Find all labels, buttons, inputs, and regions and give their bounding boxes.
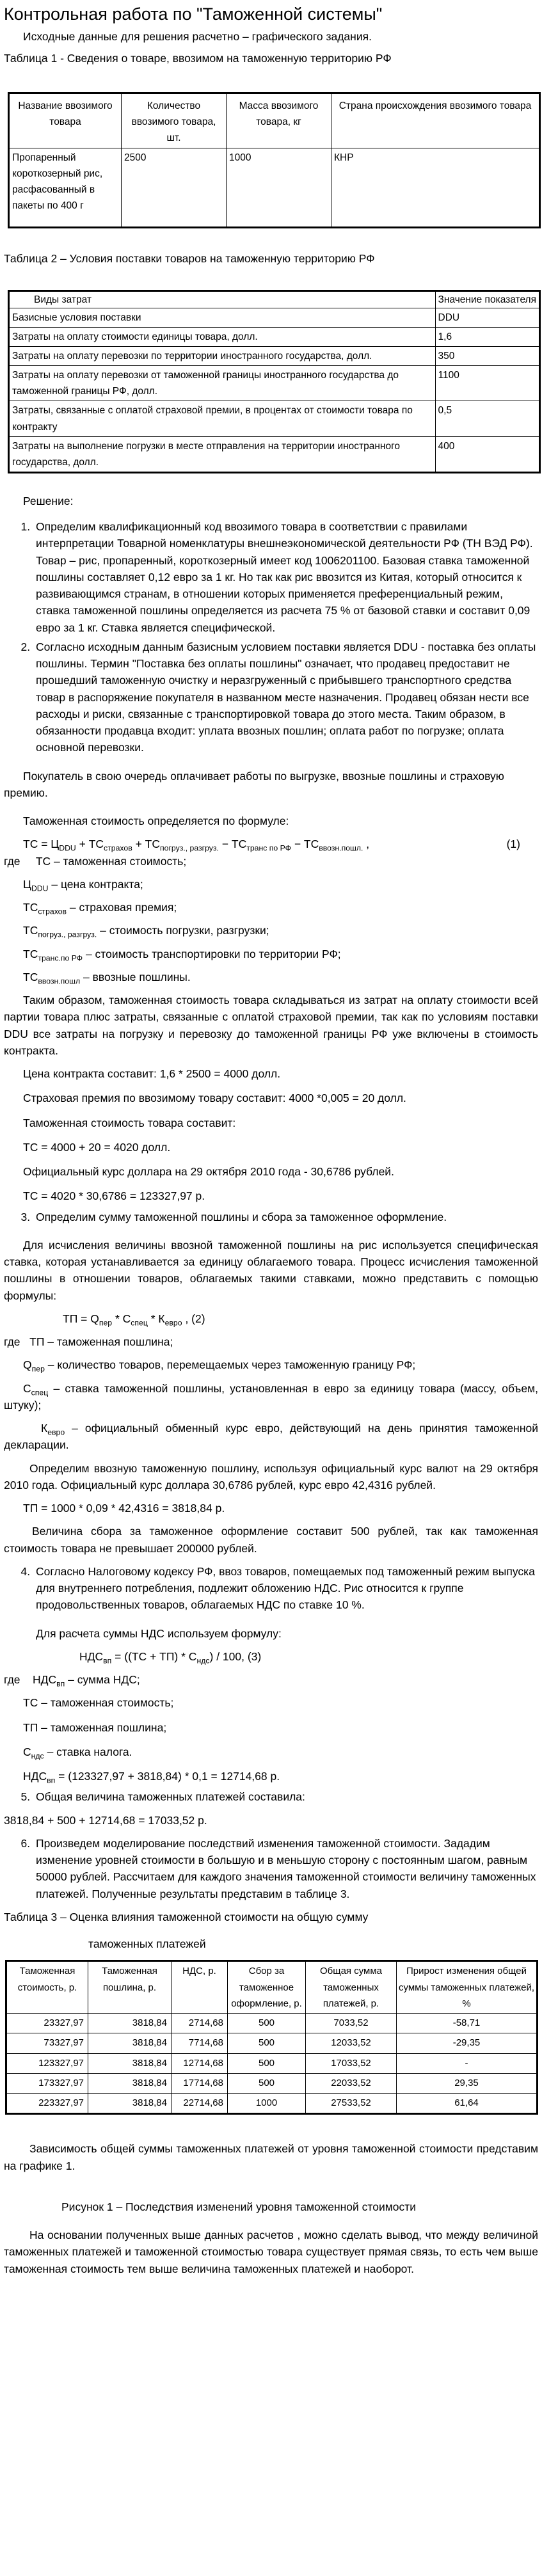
table-cell: 1000	[228, 2094, 306, 2114]
formula-number: / 100, (3)	[216, 1650, 262, 1663]
steps-list-c	[4, 1563, 538, 1614]
table-cell: Пропаренный короткозерный рис, расфасованный в пакеты по 400 г	[9, 148, 122, 227]
table-cell: 3818,84	[88, 2033, 171, 2053]
def-text: – ставка налога.	[47, 1745, 132, 1758]
table-cell: -58,71	[397, 2013, 538, 2033]
table-row	[6, 2073, 538, 2093]
table-cell: 3818,84	[88, 2073, 171, 2093]
table-cell: 500	[228, 2053, 306, 2073]
buyer-paragraph: Покупатель в свою очередь оплачивает работы по выгрузке, ввозные пошлины и страховую премию.	[4, 769, 504, 799]
vat-calc: $НДС_{вп} = (123327,97 + 3818,84) * 0,1 = 12714,68$ р.	[23, 1770, 280, 1785]
def-tc: ТС – таможенная стоимость;	[35, 854, 187, 868]
def-transport: $ТС_{транс.по РФ}$ – стоимость транспортировки по территории РФ;	[23, 947, 341, 963]
table-cell: 1,6	[435, 328, 539, 347]
customs-value-intro: Таможенная стоимость определяется по формуле:	[23, 815, 289, 828]
step-2: 2. Согласно исходным данным базисным условием поставки является DDU - поставка без оплаты пошлины. Термин "Поставка без оплаты пошлины" означает, что продавец предоставит не прошедший таможенную очистку и неразгруженный с прибывшего транспортного средства товар в распоряжение покупателя в названном месте назначения. Продавец обязан нести все расходы и риски, связанные с транспортировкой товара до этого места. Таким образом, в обязанности продавца входит: уплата ввозных пошлин; оплата работ по погрузке; оплата основной перевозки.	[33, 639, 538, 756]
table-cell: 29,35	[397, 2073, 538, 2093]
vat-intro: Для расчета суммы НДС используем формулу:	[36, 1626, 282, 1640]
table-header-cell: Общая сумма таможенных платежей, р.	[306, 1961, 397, 2014]
steps-list-e	[4, 1835, 538, 1902]
table3-caption: Таблица 3 – Оценка влияния таможенной стоимости на общую сумму	[4, 1910, 369, 1923]
where-word: где	[4, 854, 20, 868]
table-cell: 123327,97	[6, 2053, 88, 2073]
def-tp-row: где ТП – таможенная пошлина;	[4, 1335, 173, 1349]
customs-value-rub: ТС = 4020 * 30,6786 = 123327,97 р.	[23, 1189, 205, 1203]
step-6: 6. Произведем моделирование последствий изменения таможенной стоимости. Зададим изменение уровней стоимости в большую и в меньшую сторону с постоянным шагом, равным 50000 рублей. Рассчитаем для каждого значения таможенной стоимости величину таможенных платежей. Полученные результаты представим в таблице 3.	[33, 1835, 538, 1902]
table-cell: 500	[228, 2013, 306, 2033]
figure-caption: Рисунок 1 – Последствия изменений уровня таможенной стоимости	[61, 2200, 417, 2213]
customs-value-calc: ТС = 4000 + 20 = 4020 долл.	[23, 1140, 171, 1154]
def-text: – страховая премия;	[69, 901, 177, 914]
def-duty: $ТС_{ввозн.пошл}$ – ввозные пошлины.	[23, 970, 191, 986]
def-text: – ввозные пошлины.	[83, 970, 191, 983]
table-cell: 22714,68	[171, 2094, 228, 2114]
def-tp: ТП – таможенная пошлина;	[29, 1335, 173, 1349]
table-cell: Затраты, связанные с оплатой страховой премии, в процентах от стоимости товара по контракту	[9, 401, 436, 436]
table-cell: -29,35	[397, 2033, 538, 2053]
table-row	[9, 401, 540, 436]
table-row	[9, 308, 540, 327]
table-header-cell: Прирост изменения общей суммы таможенных платежей, %	[397, 1961, 538, 2014]
dependency-paragraph: Зависимость общей суммы таможенных платежей от уровня таможенной стоимости представим на графике 1.	[4, 2142, 538, 2172]
where-label	[4, 853, 538, 870]
table-header-cell: Страна происхождения ввозимого товара	[331, 93, 540, 148]
table-cell: 7714,68	[171, 2033, 228, 2053]
steps-list-a	[4, 518, 538, 756]
table-cell: Затраты на оплату перевозки от таможенной границы иностранного государства до таможенной границы РФ, долл.	[9, 366, 436, 401]
table-header-cell: Название ввозимого товара	[9, 93, 122, 148]
table3-caption-line2: таможенных платежей	[88, 1937, 206, 1951]
table-cell: 22033,52	[306, 2073, 397, 2093]
formula-duty: ТП = $Q_{пер} * С_{спец} * К_{евро}$ , (2)	[63, 1312, 205, 1328]
table-cell: 223327,97	[6, 2094, 88, 2114]
usd-rate: Официальный курс доллара на 29 октября 2010 года - 30,6786 рублей.	[23, 1165, 394, 1179]
table-row	[9, 347, 540, 366]
table-cell: Затраты на оплату перевозки по территории иностранного государства, долл.	[9, 347, 436, 366]
table-row	[6, 2013, 538, 2033]
table-header-cell: НДС, р.	[171, 1961, 228, 2014]
table-cell: 61,64	[397, 2094, 538, 2114]
duty-calc: ТП = 1000 * 0,09 * 42,4316 = 3818,84 р.	[23, 1502, 225, 1515]
table1-caption: Таблица 1 - Сведения о товаре, ввозимом на таможенную территорию РФ	[4, 52, 392, 65]
table-row	[9, 366, 540, 401]
table-cell: 400	[435, 436, 539, 472]
table-cell: 3818,84	[88, 2094, 171, 2114]
table-header-cell: Таможенная стоимость, р.	[6, 1961, 88, 2014]
step-4: 4. Согласно Налоговому кодексу РФ, ввоз товаров, помещаемых под таможенный режим выпуска для внутреннего потребления, подлежит обложению НДС. Рис относится к группе продовольственных товаров, облагаемых НДС по ставке 10 %.	[33, 1563, 538, 1614]
def-text: – цена контракта;	[51, 877, 143, 891]
def-text: – количество товаров, перемещаемых через таможенную границу РФ;	[47, 1358, 416, 1372]
table-cell: Затраты на оплату стоимости единицы товара, долл.	[9, 328, 436, 347]
table-header-cell: Виды затрат	[9, 290, 436, 308]
steps-list-d	[4, 1788, 538, 1805]
def-tc2: ТС – таможенная стоимость;	[23, 1696, 174, 1710]
def-specific-rate: $С_{спец}$ – ставка таможенной пошлины, установленная в евро за единицу товара (массу, объем, штуку);	[4, 1381, 538, 1411]
def-text: – стоимость погрузки, разгрузки;	[100, 924, 269, 937]
def-quantity: $Q_{пер}$ – количество товаров, перемещаемых через таможенную границу РФ;	[23, 1358, 416, 1374]
def-vat-rate: $С_{ндс}$ – ставка налога.	[23, 1745, 132, 1761]
euro-rate-paragraph: Определим ввозную таможенную пошлину, используя официальный курс валют на 29 октября 2010 года. Официальный курс доллара 30,6786 рублей, курс евро 42,4316 рублей.	[4, 1461, 538, 1491]
delivery-conditions-table	[8, 290, 541, 473]
table-header-cell: Таможенная пошлина, р.	[88, 1961, 171, 2014]
table-cell: КНР	[331, 148, 540, 227]
def-loading: $ТС_{погруз., разгруз.}$ – стоимость погрузки, разгрузки;	[23, 924, 269, 939]
def-tp2: ТП – таможенная пошлина;	[23, 1721, 167, 1734]
solution-heading: Решение:	[23, 494, 74, 507]
table-header-row	[9, 290, 540, 308]
table-header-cell: Количество ввозимого товара, шт.	[122, 93, 227, 148]
def-text: – сумма НДС;	[68, 1673, 140, 1687]
table-cell: 17714,68	[171, 2073, 228, 2093]
table-cell: 7033,52	[306, 2013, 397, 2033]
def-text: – стоимость транспортировки по территории РФ;	[85, 947, 341, 960]
table-cell: 12714,68	[171, 2053, 228, 2073]
step-1: 1. Определим квалификационный код ввозимого товара в соответствии с правилами интерпретации Товарной номенклатуры внешнеэкономической деятельности РФ (ТН ВЭД РФ). Товар – рис, пропаренный, короткозерный имеет код 1006201100. Базовая ставка таможенной пошлины составляет 0,12 евро за 1 кг. Но так как рис ввозится из Китая, который относится к развивающимся странам, в отношении которых применяется преференциальный режим, ставка таможенной пошлины определяется из расчета 75 % от базовой ставки и составит 0,09 евро за 1 кг. Ставка является специфической.	[33, 518, 538, 636]
insurance-calc: Страховая премия по ввозимому товару составит: 4000 *0,005 = 20 долл.	[23, 1092, 406, 1105]
solution-section	[4, 493, 538, 1953]
goods-info-table	[8, 92, 541, 228]
table-row	[9, 148, 540, 227]
def-euro-rate: $К_{евро}$ – официальный обменный курс евро, действующий на день принятия таможенной декларации.	[4, 1422, 538, 1452]
table-cell: 23327,97	[6, 2013, 88, 2033]
table-cell: 73327,97	[6, 2033, 88, 2053]
document-title: Контрольная работа по "Таможенной системы"	[4, 4, 383, 24]
table-cell: 3818,84	[88, 2013, 171, 2033]
table-cell: 1100	[435, 366, 539, 401]
table-header-cell: Сбор за таможенное оформление, р.	[228, 1961, 306, 2014]
table-cell: 350	[435, 347, 539, 366]
table-header-row	[6, 1961, 538, 2014]
table-cell: 27533,52	[306, 2094, 397, 2114]
table-cell: Затраты на выполнение погрузки в месте отправления на территории иностранного государства, долл.	[9, 436, 436, 472]
step-5: 5. Общая величина таможенных платежей составила:	[33, 1788, 538, 1805]
table-row	[6, 2094, 538, 2114]
customs-value-impact-table	[5, 1960, 538, 2115]
table-cell: 2500	[122, 148, 227, 227]
conclusion-paragraph: На основании полученных выше данных расчетов , можно сделать вывод, что между величиной таможенных платежей и таможенной стоимостью товара существует прямая связь, то есть чем выше таможенная стоимость тем выше величина таможенных платежей и наоборот.	[4, 2229, 538, 2275]
formula-vat: $НДС_{вп} = ((ТС + ТП) * С_{ндс}) / 100$, (3)	[79, 1650, 262, 1666]
table-row	[6, 2053, 538, 2073]
contract-price-calc: Цена контракта составит: 1,6 * 2500 = 4000 долл.	[23, 1067, 281, 1081]
table-cell: 1000	[227, 148, 331, 227]
table-cell: 17033,52	[306, 2053, 397, 2073]
table-cell: 173327,97	[6, 2073, 88, 2093]
formula-number: , (2)	[185, 1312, 205, 1325]
def-insurance: $ТС_{страхов}$ – страховая премия;	[23, 901, 177, 916]
table-header-cell: Значение показателя	[435, 290, 539, 308]
formula-customs-value: ТС = $Ц_{DDU} + ТС_{страхов} + ТС_{погруз., разгруз.} - ТС_{транс по РФ} - ТС_{ввозн.пошл.}$ , (1)	[23, 836, 538, 852]
def-contract-price: $Ц_{DDU}$ – цена контракта;	[23, 877, 143, 893]
specific-duty-paragraph: Для исчисления величины ввозной таможенной пошлины на рис используется специфическая ставка, которая устанавливается за единицу облагаемого товара. Процесс исчисления таможенной пошлины в отношении товаров, облагаемых такими ставками, можно представить с помощью формулы:	[4, 1238, 538, 1302]
steps-list-b	[4, 1209, 538, 1225]
table-row	[6, 2033, 538, 2053]
customs-value-label: Таможенная стоимость товара составит:	[23, 1116, 236, 1129]
def-text: = (123327,97 + 3818,84) * 0,1 = 12714,68 р.	[58, 1770, 280, 1783]
def-vat-row: где $НДС_{вп}$ – сумма НДС;	[4, 1673, 140, 1689]
table2-caption: Таблица 2 – Условия поставки товаров на таможенную территорию РФ	[4, 251, 375, 265]
table-header-cell: Масса ввозимого товара, кг	[227, 93, 331, 148]
table-cell: DDU	[435, 308, 539, 327]
table-cell: 0,5	[435, 401, 539, 436]
formula-number: (1)	[506, 838, 520, 851]
table-cell: 3818,84	[88, 2053, 171, 2073]
table-cell: Базисные условия поставки	[9, 308, 436, 327]
step-3: 3. Определим сумму таможенной пошлины и сбора за таможенное оформление.	[33, 1209, 538, 1225]
table-row	[9, 328, 540, 347]
table-cell: -	[397, 2053, 538, 2073]
table-cell: 12033,52	[306, 2033, 397, 2053]
total-calc: 3818,84 + 500 + 12714,68 = 17033,52 р.	[4, 1813, 207, 1827]
table-row	[9, 436, 540, 472]
document-subtitle: Исходные данные для решения расчетно – графического задания.	[23, 29, 372, 43]
table-header-row	[9, 93, 540, 148]
def-text: – ставка таможенной пошлины, установленная в евро за единицу товара (массу, объем, штуку);	[4, 1381, 538, 1411]
table-cell: 500	[228, 2073, 306, 2093]
table-cell: 2714,68	[171, 2013, 228, 2033]
def-text: – официальный обменный курс евро, действующий на день принятия таможенной декларации.	[4, 1422, 538, 1452]
fee-paragraph: Величина сбора за таможенное оформление составит 500 рублей, так как таможенная стоимость товара не превышает 200000 рублей.	[4, 1525, 538, 1555]
thus-paragraph: Таким образом, таможенная стоимость товара складываться из затрат на оплату стоимости всей партии товара плюс затраты, связанные с оплатой страховой премии, так как по условиям поставки DDU все затраты на погрузку и перевозку до таможенной границы РФ уже включены в стоимость контракта.	[4, 994, 538, 1057]
table-cell: 500	[228, 2033, 306, 2053]
